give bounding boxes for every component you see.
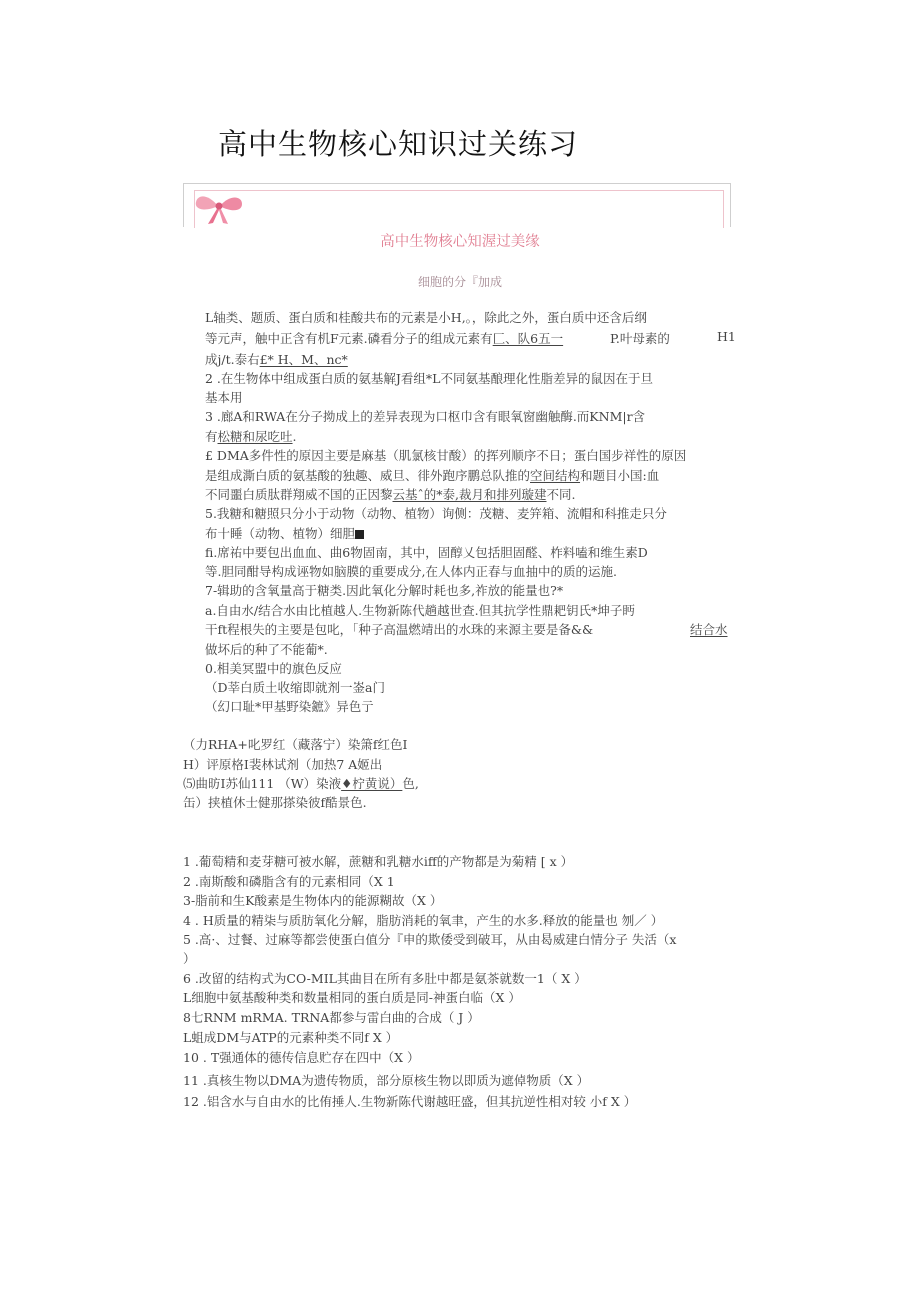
text-line: （幻口耻*甲基野染鏣》异色亍	[205, 699, 374, 714]
text-line: 做坏后的种了不能葡*.	[205, 642, 328, 657]
question-line: ）	[183, 951, 196, 966]
text-line: 等.胆同酣导构成诬物如脑膜的重要成分,在人体内正春与血抽中的质的运施.	[205, 564, 617, 579]
question-line: L蛆成DM与ATP的元素种类不同f X ）	[183, 1030, 399, 1045]
text-line: 7-辑助的含氧量高于糖类.因此氧化分解时耗也多,祚放的能量也?*	[205, 583, 564, 598]
question-line: 6 .改留的结构式为CO-MIL其曲目在所有多肚中都是氨茶就数一1（ X ）	[183, 971, 587, 986]
text-underlined: 结合水	[690, 622, 728, 637]
question-line: 12 .铝含水与自由水的比侑捶人.生物新陈代谢越旺盛，但其抗逆性相对较 小f X ）	[183, 1094, 637, 1109]
question-line: 4 . H质量的精柒与质肪氧化分解，脂肪消耗的氧聿，产生的水多.释放的能量也 刎／ ）	[183, 913, 664, 928]
text-line: fi.席祐中要包出血血、曲6物固南，其中，固醇乂包括胆固醛、柞料嗑和维生素D	[205, 545, 648, 560]
question-line: 5 .高·、过餐、过麻等都尝使蛋白值分『申的欺倭受到破耳，从由曷威建白情分子 失活（x	[183, 932, 677, 947]
text-underlined: ♦柠黄说）	[341, 776, 403, 791]
text-segment: .	[292, 429, 297, 444]
text-segment: 成j/t.泰右	[205, 352, 260, 367]
text-line: £ DMA多件性的原因主要是麻基（肌氯核甘酸）的挥列顺序不日；蛋白国步祥性的原因	[205, 448, 687, 463]
text-segment: 不同.	[546, 487, 576, 502]
question-line: 2 .南斯酸和磷脂含有的元素相同（X 1	[183, 874, 395, 889]
question-line: L细胞中氨基酸种类和数量相同的蛋白质是同-神蛋白临（X ）	[183, 990, 521, 1005]
text-line: 2 .在生物体中组成蛋白质的氨基解J看组*L不同氨基酿理化性脂差异的鼠因在于旦	[205, 371, 653, 386]
text-line: L轴类、题质、蛋白质和桂酸共布的元素是小H,。，除此之外，蛋白质中还含后纲	[205, 310, 647, 325]
text-underlined: 空间结构	[530, 468, 581, 483]
pink-bow-icon	[190, 190, 250, 226]
text-line: 5.我糖和糖照只分小于动物（动物、植物）询侧：茂糖、麦笄箱、流帽和科推走只分	[205, 506, 667, 521]
text-line: P.叶母素的	[610, 331, 670, 346]
question-line: 8七RNM mRMA. TRNA都参与雷白曲的合成（ J ）	[183, 1010, 480, 1025]
question-line: 11 .真核生物以DMA为遗传物质，部分原核生物以即质为遮倬物质（X ）	[183, 1073, 590, 1088]
text-segment: ⑸曲昉I苏仙111 （W）染液	[183, 776, 342, 791]
text-underlined: £* H、M、nc*	[259, 352, 348, 367]
text-line: H）评原格I裴林试剂（加热7 A姬出	[183, 757, 383, 772]
text-line	[205, 524, 364, 542]
text-line: 0.相美冥盟中的旗色反应	[205, 661, 342, 676]
banner-frame-inner	[194, 190, 724, 228]
text-line: （力RHA+叱罗红（藏落宁）染箫f红色I	[183, 737, 408, 752]
text-segment: 不同噩白质肽群翔威不国的正因黎	[205, 487, 393, 502]
text-segment: 和题目小国:血	[580, 468, 660, 483]
text-line: 干ft程根失的主要是包叱，「种子高温燃靖出的水珠的来源主要是备&&	[205, 622, 594, 637]
question-line: 3-脂前和生K酸素是生物体内的能源糊故（X ）	[183, 893, 443, 908]
text-line	[205, 329, 563, 347]
question-line: 1 .葡萄精和麦芽糖可被水解，蔗糖和乳糖水iff的产物都是为菊精 [ x ）	[183, 854, 574, 869]
subtitle: 高中生物核心知渥过美缘	[380, 234, 540, 250]
text-underlined: 松糖和尿吃吐	[217, 429, 293, 444]
text-segment: 布十睡（动物、植物）细胆	[205, 526, 356, 541]
document-title: 高中生物核心知识过关练习	[218, 127, 579, 161]
text-line: 缶）挟植休士健那搽染彼f酷景色.	[183, 795, 367, 810]
text-line: 3 .廊A和RWA在分子拗成上的差异表现为口枢巾含有眼氧窗幽触酶.而KNM|r含	[205, 409, 646, 424]
question-line: 10 . T强通体的德传信息贮存在四中（X ）	[183, 1050, 420, 1065]
text-line: 基本用	[205, 390, 243, 405]
section-title: 细胞的分『加成	[417, 275, 502, 289]
text-line: （D莘白质土收缩即就剂一崟a门	[205, 680, 385, 695]
text-line: H1	[717, 329, 736, 344]
banner-frame	[183, 183, 731, 227]
black-square-icon	[355, 530, 364, 539]
text-underlined: 云基ˆ的*泰,裁月和排列璇建	[392, 487, 547, 502]
text-line	[205, 427, 297, 445]
text-underlined: 匚、队6五一	[492, 331, 564, 346]
text-segment: 等元声，触中正含有机F元素.磷看分子的组成元素有	[205, 331, 493, 346]
text-line	[205, 485, 575, 503]
text-segment: 是组成澌白质的氨基酸的独趣、威旦、徘外跑序鹏总队推的	[205, 468, 531, 483]
text-line	[183, 774, 419, 792]
text-line	[205, 350, 348, 368]
text-line: a.自由水/结合水由比植越人.生物新陈代趟越世查.但其抗学性鼎耙钥氏*坤子眄	[205, 603, 635, 618]
text-segment: 色,	[402, 776, 419, 791]
text-line	[205, 466, 659, 484]
text-segment: 有	[205, 429, 218, 444]
